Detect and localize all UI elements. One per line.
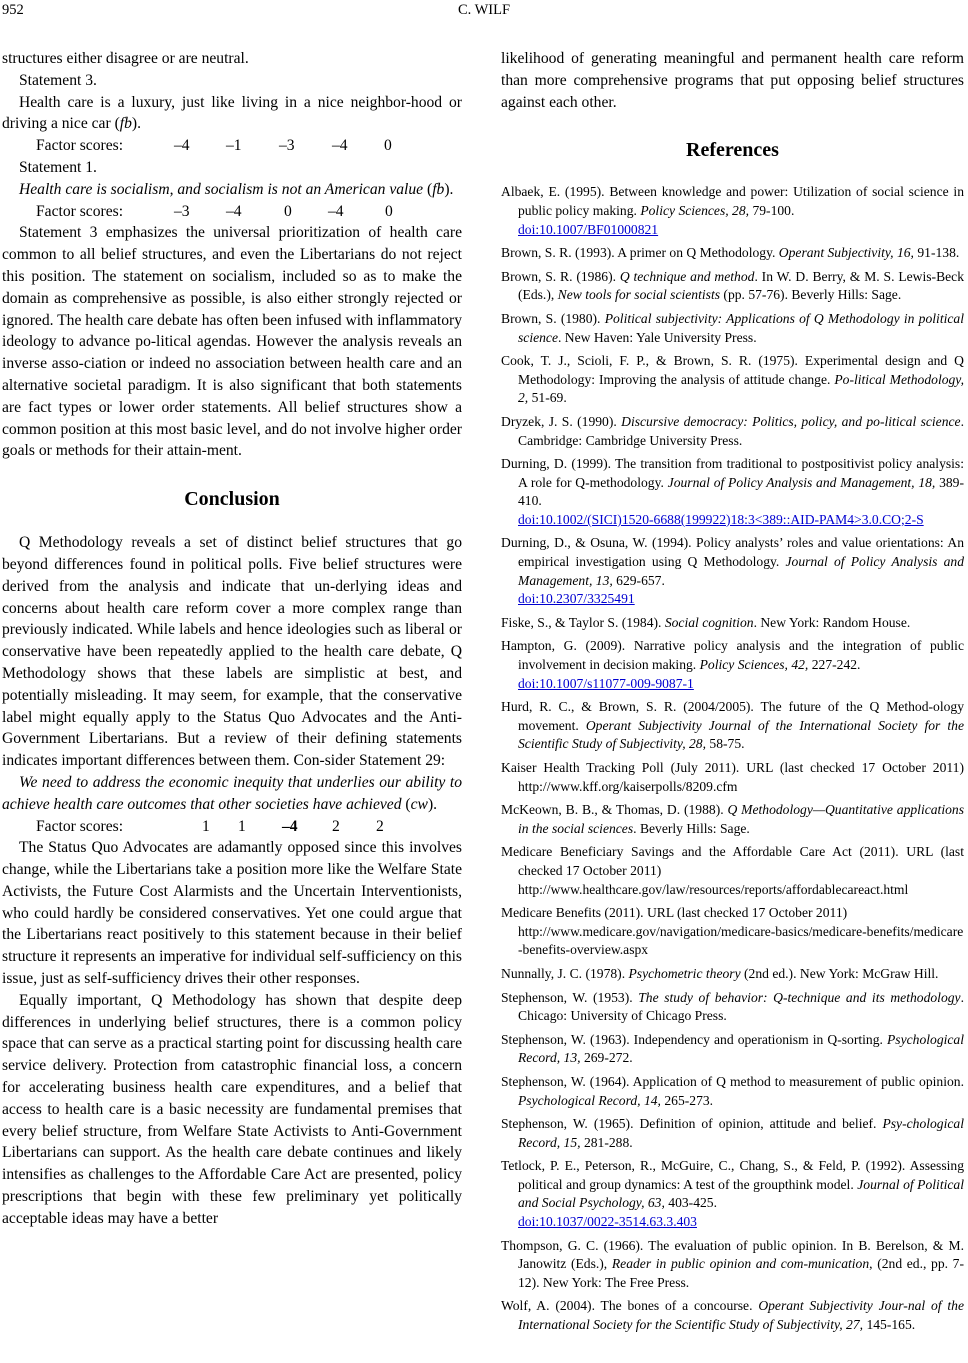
reference-source: Operant Subjectivity Journal of the International Society for the Scientific Study of Subjectivity, 28, <box>518 717 964 752</box>
factor-scores <box>2 816 462 838</box>
reference-text: Nunnally, J. C. (1978). <box>501 965 629 981</box>
reference-url: http://www.healthcare.gov/law/resources/reports/affordablecareact.html <box>518 881 909 897</box>
statement-end: ). <box>131 115 141 133</box>
reference-text: 51-69. <box>528 390 567 406</box>
reference-text: Brown, S. (1980). <box>501 310 605 326</box>
paragraph: Statement 3 emphasizes the universal prioritization of health care common to all belief structures, and even the Libertarians do not reject this position. The statement on socialism, included so as to make the domain as comprehensive as possible, is also either strongly rejected or ignored. The health care debate has often been infused with inflammatory ideology to advance po-litical agendas. However the analysis reveals an inverse asso-ciation or indeed no association between health care and an alternative societal paradigm. It is also significant that both statements are fact types or lower order statements. All belief structures show a common position at this most basic level, and do not involve higher order goals or methods for their attain-ment. <box>2 224 462 460</box>
reference-entry <box>501 455 964 529</box>
reference-text: 265-273. <box>660 1092 714 1108</box>
reference-entry <box>501 1073 964 1110</box>
reference-source: Po-litical Methodology, 2, <box>518 371 964 406</box>
reference-text: Albaek, E. (1995). Between knowledge and power: Utilization of social science in public policy making. <box>501 184 964 218</box>
factor-scores <box>2 135 462 157</box>
score: 1 <box>238 817 246 835</box>
reference-entry <box>501 801 964 838</box>
reference-text: Medicare Benefits (2011). URL (last checked 17 October 2011) <box>501 905 848 921</box>
score: –4 <box>332 137 348 155</box>
score: 1 <box>202 817 210 835</box>
reference-text: 227-242. <box>808 657 861 673</box>
statement-label: Statement 1. <box>19 158 97 176</box>
score: 0 <box>384 137 392 155</box>
reference-text: Wolf, A. (2004). The bones of a concourse. <box>501 1298 759 1314</box>
reference-source: Policy Sciences, 42, <box>699 657 809 673</box>
reference-text: . In W. D. Berry, & M. S. Lewis-Beck (Eds.), <box>518 268 965 303</box>
reference-text: Durning, D. (1999). The transition from traditional to postpositivist policy analysis: A role for Q-methodology. <box>501 456 964 490</box>
reference-text: 389-410. <box>518 474 964 509</box>
statement-text: Health care is a luxury, just like living in a nice neighbor-hood or driving a nice car ( <box>2 93 462 133</box>
reference-text: Hampton, G. (2009). Narrative policy analysis and the integration of public involvement in decision making. <box>501 638 964 673</box>
reference-text: , (2nd ed., pp. 7-12). New York: The Free Press. <box>518 1256 964 1290</box>
reference-text: 79-100. <box>749 202 795 218</box>
paragraph: The Status Quo Advocates are adamantly opposed since this involves change, while the Libertarians take a position more like the Welfare State Activists, the Future Cost Alarmists and the Uncertain Interventionists, who could hardly be considered conservatives. Yet one could argue that the Libertarians react positively to this statement because in their belief structure it represents an imperative for individual self-sufficiency on this issue, just as self-sufficiency drives their other responses. <box>2 839 462 988</box>
score: 2 <box>376 817 384 835</box>
reference-text: 403-425. <box>664 1195 717 1211</box>
statement-text: Health care is socialism, and socialism is not an American value <box>19 180 424 198</box>
reference-source: Q technique and method <box>619 268 755 284</box>
reference-source: Policy Sciences, 28, <box>640 202 750 218</box>
running-author: C. WILF <box>457 2 511 18</box>
reference-source: Social cognition <box>664 614 754 630</box>
doi-link[interactable]: doi:10.1037/0022-3514.63.3.403 <box>518 1214 697 1230</box>
reference-text: Dryzek, J. S. (1990). <box>501 413 622 429</box>
score: 0 <box>284 202 292 220</box>
reference-text: Stephenson, W. (1963). Independency and operationism in Q-sorting. <box>501 1031 887 1047</box>
statement-text: We need to address the economic inequity that underlies our ability to achieve health care outcomes that other societies have achieved <box>2 773 462 813</box>
reference-text: (pp. 57-76). Beverly Hills: Sage. <box>720 287 902 303</box>
page-number: 952 <box>2 2 24 18</box>
factor-scores-label: Factor scores: <box>36 817 124 835</box>
reference-entry <box>501 1115 964 1152</box>
reference-source: Psychometric theory <box>628 965 741 981</box>
running-header <box>0 2 968 22</box>
statement-code: fb <box>432 180 445 198</box>
statement-label: Statement 3. <box>19 71 97 89</box>
reference-text: Stephenson, W. (1953). <box>501 989 639 1005</box>
reference-text: Cook, T. J., Scioli, F. P., & Brown, S. R. (1975). Experimental design and Q Methodology: Improving the analysis of attitude change. <box>501 353 964 387</box>
factor-scores-label: Factor scores: <box>36 137 124 155</box>
right-column <box>501 48 964 1340</box>
statement-quote: Health care is socialism, and socialism is not an American value (fb). <box>19 180 454 198</box>
reference-entry <box>501 843 964 899</box>
paragraph: Equally important, Q Methodology has shown that despite deep differences in underlying belief structures, there is a common policy space that can serve as a practical starting point for discussing health care service delivery. Protection from catastrophic financial loss, a concern for accelerating business health care expenditures, and a belief that access to health care is a basic necessity are fundamental premises that every belief structure, from Welfare State Activists to Anti-Government Libertarians can support. As the health care debate continues and likely intensifies as challenges to the Affordable Care Act are presented, policy prescriptions that begin with these few preliminary yet politically acceptable ideas may have a better <box>2 991 462 1227</box>
doi-link[interactable]: doi:10.1007/s11077-009-9087-1 <box>518 675 694 691</box>
reference-text: 281-288. <box>580 1134 633 1150</box>
reference-url: http://www.medicare.gov/navigation/medicare-basics/medicare-benefits/medicare-benefits-overview.aspx <box>518 923 964 958</box>
reference-text: Hurd, R. C., & Brown, S. R. (2004/2005). The future of the Q Method-ology movement. <box>501 699 964 733</box>
reference-entry <box>501 413 964 450</box>
reference-source: Journal of Political and Social Psychology, 63, <box>518 1176 964 1211</box>
reference-entry <box>501 310 964 347</box>
score: 0 <box>385 202 393 220</box>
reference-text: 629-657. <box>612 572 665 588</box>
doi-link[interactable]: doi:10.2307/3325491 <box>518 591 635 607</box>
reference-entry <box>501 268 964 305</box>
reference-text: Tetlock, P. E., Peterson, R., McGuire, C., Chang, S., & Feld, P. (1992). Assessing political and group dynamics: A test of the groupthink model. <box>501 1158 964 1192</box>
reference-source: Operant Subjectivity, 16, <box>778 245 914 261</box>
reference-entry <box>501 1031 964 1068</box>
doi-link[interactable]: doi:10.1002/(SICI)1520-6688(199922)18:3<389::AID-PAM4>3.0.CO;2-S <box>518 511 924 527</box>
statement-quote <box>2 92 462 136</box>
reference-text: Fiske, S., & Taylor S. (1984). <box>501 614 665 630</box>
score: –1 <box>226 137 242 155</box>
doi-link[interactable]: doi:10.1007/BF01000821 <box>518 221 659 237</box>
reference-text: Kaiser Health Tracking Poll (July 2011). URL (last checked 17 October 2011) http://www.kff.org/kaiserpolls/8209.cfm <box>501 760 964 794</box>
reference-source: Psy-chological Record, 15, <box>518 1116 964 1150</box>
score: 2 <box>332 817 340 835</box>
reference-text: . New York: Random House. <box>753 614 911 630</box>
reference-entry <box>501 759 964 796</box>
score: –4 <box>282 817 298 835</box>
reference-entry <box>501 904 964 960</box>
reference-source: Q Methodology—Quantitative applications in the social sciences <box>518 802 964 836</box>
reference-entry <box>501 1237 964 1293</box>
reference-source: Political subjectivity: Applications of Q Methodology in political science <box>518 310 964 345</box>
factor-scores <box>2 201 462 223</box>
reference-source: Psychological Record, 13, <box>518 1031 964 1066</box>
section-heading-conclusion: Conclusion <box>184 488 280 511</box>
reference-entry <box>501 1297 964 1334</box>
score: –4 <box>328 202 344 220</box>
reference-text: 269-272. <box>580 1050 633 1066</box>
reference-entry <box>501 965 964 984</box>
left-column <box>2 48 462 1230</box>
reference-text: . Cambridge: Cambridge University Press. <box>518 413 964 448</box>
statement-code: cw <box>410 795 428 813</box>
reference-text: Stephenson, W. (1965). Definition of opinion, attitude and belief. <box>501 1116 883 1132</box>
reference-text: Brown, S. R. (1993). A primer on Q Methodology. <box>501 245 779 261</box>
reference-entry <box>501 352 964 408</box>
reference-text: 58-75. <box>706 736 745 752</box>
reference-list <box>501 183 964 1334</box>
reference-source: Discursive democracy: Politics, policy, and po-litical science <box>621 413 961 429</box>
score: –4 <box>226 202 242 220</box>
reference-entry <box>501 1157 964 1231</box>
reference-text: Stephenson, W. (1964). Application of Q method to measurement of public opinion. <box>501 1073 964 1089</box>
reference-text: Brown, S. R. (1986). <box>501 268 620 284</box>
score: –4 <box>174 137 190 155</box>
reference-text: Durning, D., & Osuna, W. (1994). Policy analysts’ roles and value orientations: An empirical investigation using Q Methodology. <box>501 535 964 570</box>
paragraph: likelihood of generating meaningful and permanent health care reform than more comprehensive programs that put opposing belief structures against each other. <box>501 50 964 111</box>
paragraph: structures either disagree or are neutral. <box>2 50 249 67</box>
reference-source: Journal of Policy Analysis and Management, 13, <box>518 554 965 588</box>
reference-text: . New Haven: Yale University Press. <box>558 329 757 345</box>
reference-entry <box>501 989 964 1026</box>
score: –3 <box>174 202 190 220</box>
reference-source: Journal of Policy Analysis and Management, 18, <box>667 474 936 490</box>
reference-entry <box>501 183 964 239</box>
factor-scores-label: Factor scores: <box>36 202 124 220</box>
section-heading-references: References <box>686 139 779 162</box>
paragraph: Q Methodology reveals a set of distinct belief structures that go beyond differences found in political polls. Five belief structures were derived from the analysis and indicate that un-derlying ideas and concerns about health care reform cover a more complex range than previously indicated. While labels and hence ideologies such as liberal or conservative have been repeatedly applied to the health care debate, Q Methodology shows that these labels are simplistic at best, and potentially misleading. It may seem, for example, that the conservative label might equally apply to the Status Quo Advocates and the Anti-Government Libertarians. But a review of their defining statements indicates important differences between them. Con-sider Statement 29: <box>2 534 462 770</box>
reference-entry <box>501 698 964 754</box>
reference-source: Reader in public opinion and com-munication <box>611 1256 870 1272</box>
reference-entry <box>501 637 964 693</box>
reference-text: McKeown, B. B., & Thomas, D. (1988). <box>501 802 728 818</box>
reference-text: . Chicago: University of Chicago Press. <box>518 989 964 1024</box>
reference-entry <box>501 244 964 263</box>
reference-entry <box>501 614 964 633</box>
statement-code: fb <box>119 115 132 133</box>
reference-text: . Beverly Hills: Sage. <box>633 820 750 836</box>
score: –3 <box>279 137 295 155</box>
reference-source: Operant Subjectivity Jour-nal of the International Society for the Scientific Study of Subjectivity, 27, <box>518 1298 964 1333</box>
reference-text: 145-165. <box>863 1317 916 1333</box>
statement-quote: We need to address the economic inequity that underlies our ability to achieve health care outcomes that other societies have achieved (cw). <box>2 773 462 813</box>
reference-source: New tools for social scientists <box>557 287 721 303</box>
reference-source: The study of behavior: Q-technique and its methodology <box>638 989 961 1005</box>
reference-text: Thompson, G. C. (1966). The evaluation of public opinion. In B. Berelson, & M. Janowitz (Eds.), <box>501 1237 964 1272</box>
reference-text: 91-138. <box>913 245 960 261</box>
reference-entry <box>501 534 964 608</box>
reference-text: Medicare Beneficiary Savings and the Affordable Care Act (2011). URL (last checked 17 October 2011) <box>501 844 964 878</box>
reference-source: Psychological Record, 14, <box>518 1092 661 1108</box>
reference-text: (2nd ed.). New York: McGraw Hill. <box>740 965 939 981</box>
